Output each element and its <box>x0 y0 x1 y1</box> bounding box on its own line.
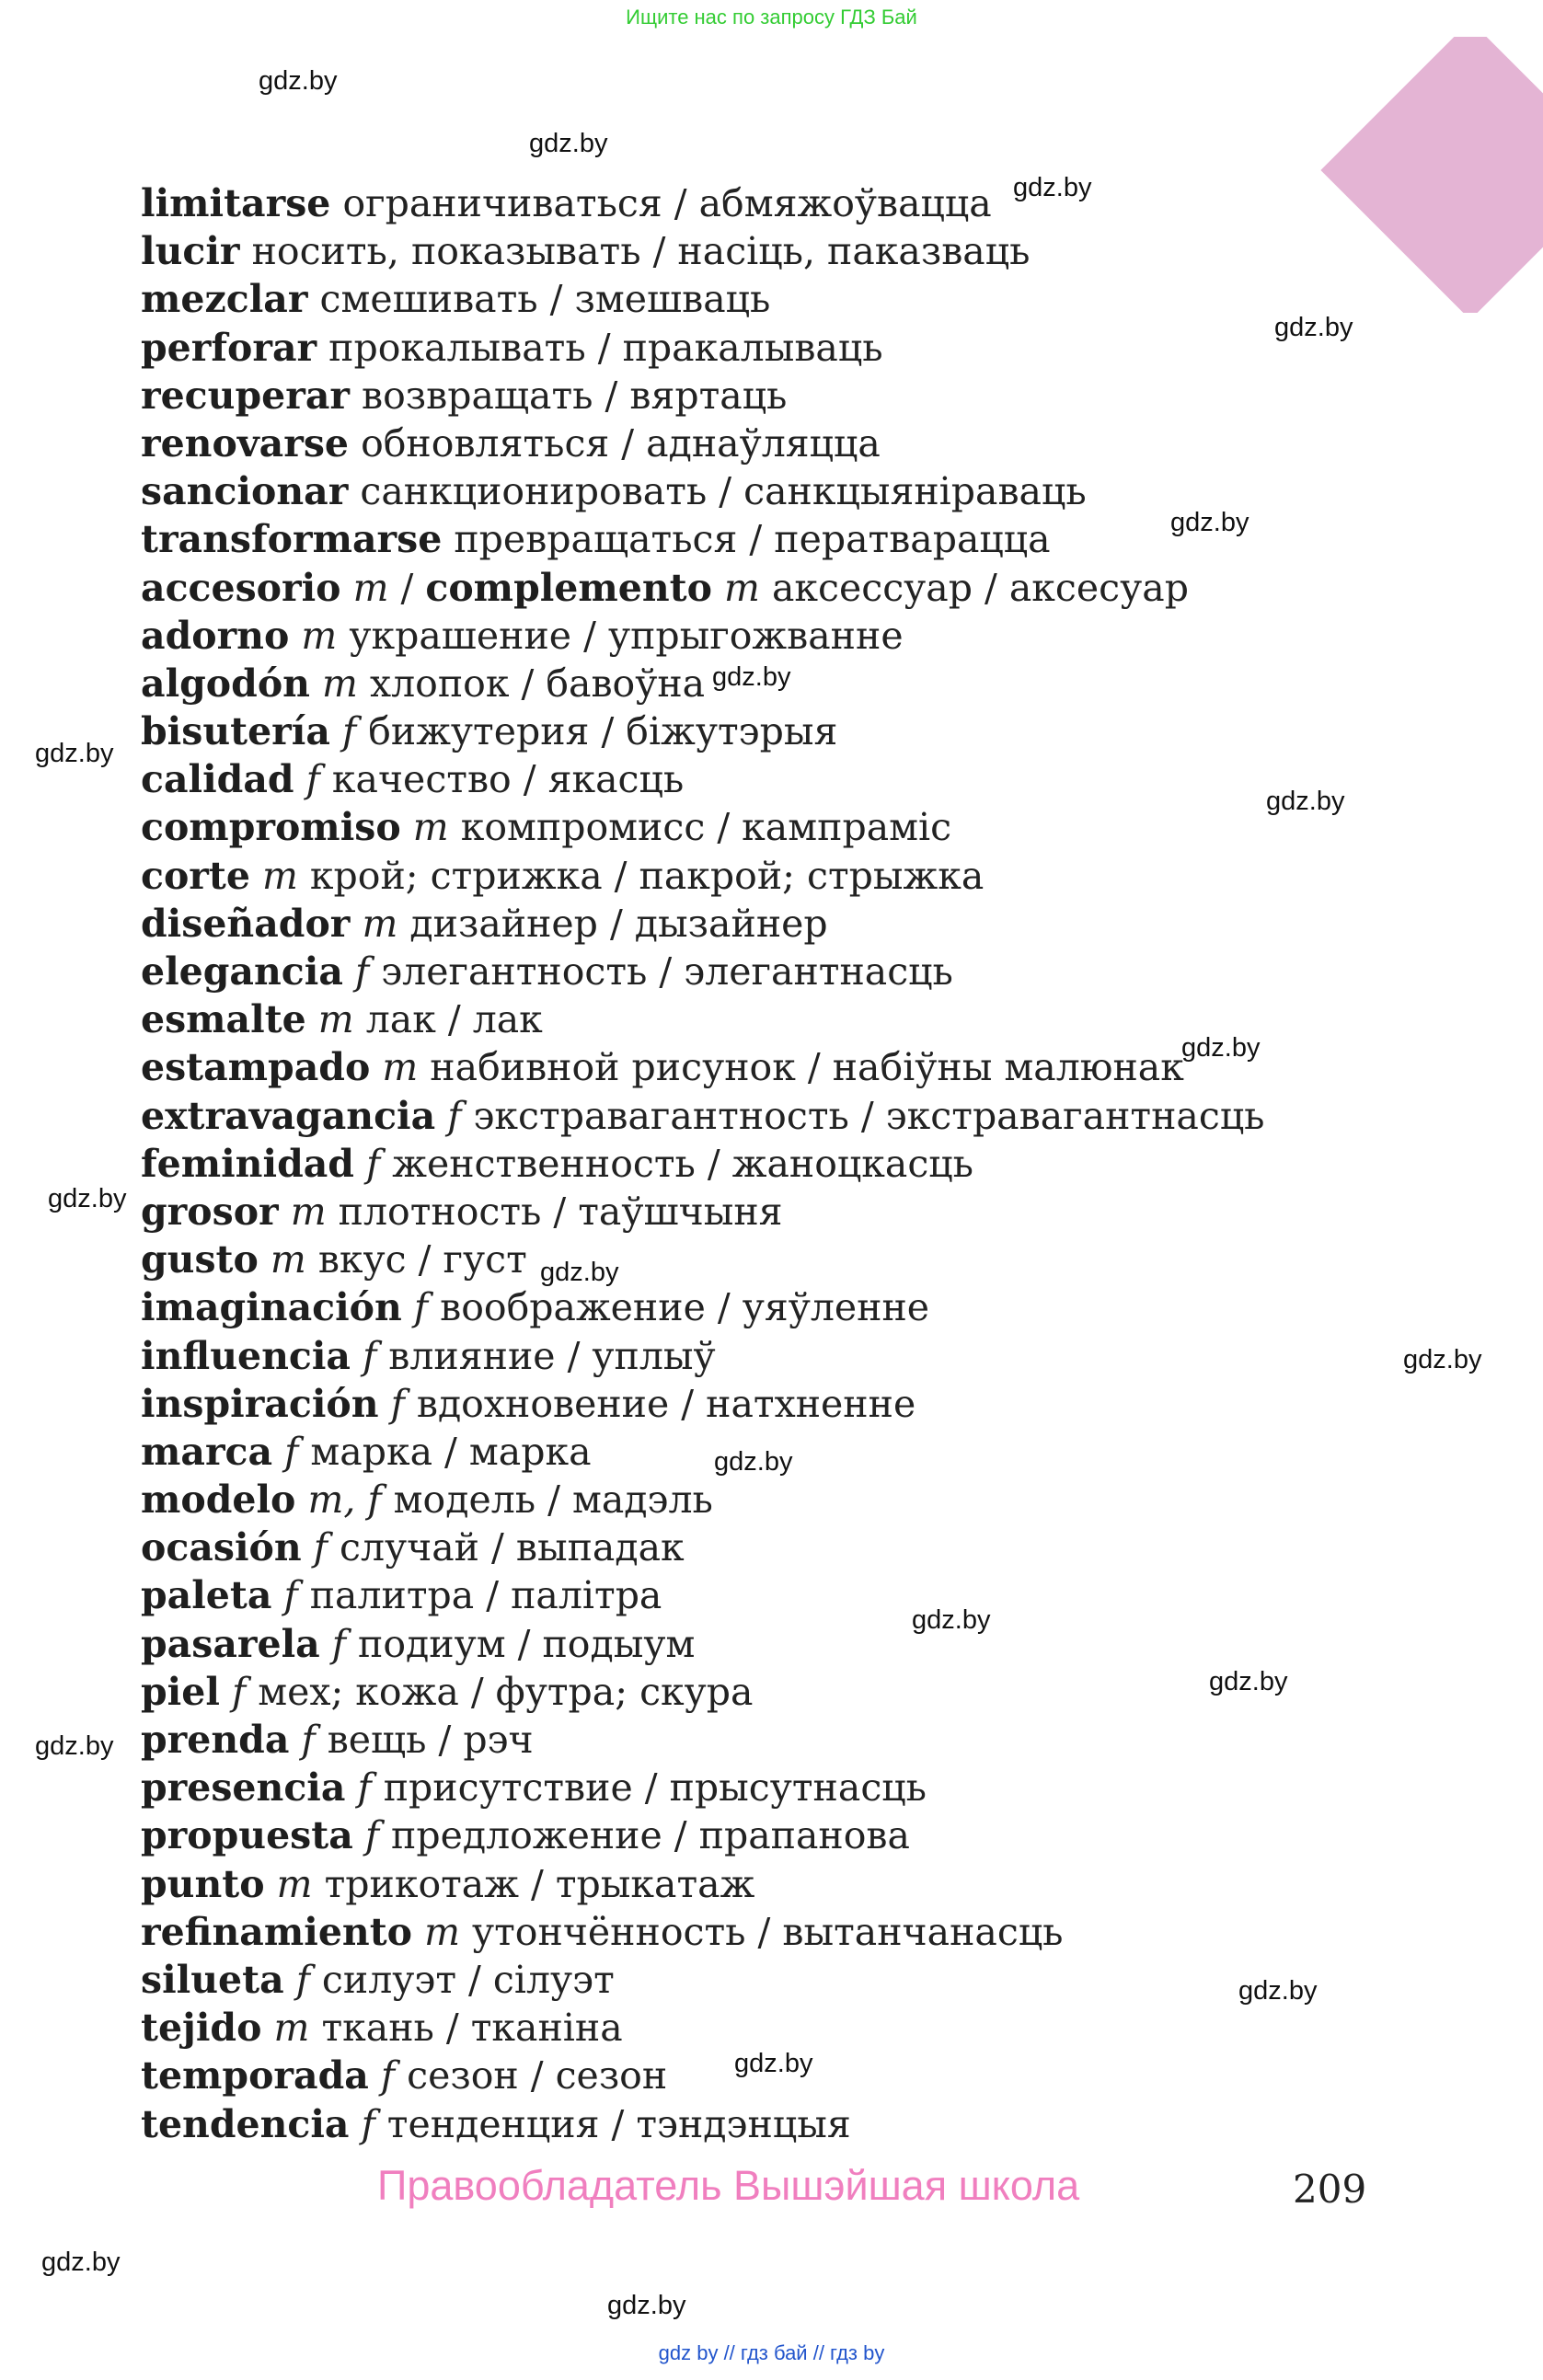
entry-translation: аксессуар / аксесуар <box>771 565 1189 610</box>
entry-translation: сезон / сезон <box>407 2053 668 2098</box>
entry-term: influencia <box>141 1333 351 1378</box>
vocab-entry <box>141 420 1265 467</box>
entry-gender: f <box>295 1957 310 2002</box>
entry-term: pasarela <box>141 1621 320 1666</box>
entry-term: bisutería <box>141 709 330 754</box>
watermark: gdz.by <box>259 66 338 96</box>
entry-translation: случай / выпадак <box>339 1525 685 1570</box>
entry-translation: тенденция / тэндэнцыя <box>386 2101 851 2146</box>
entry-translation: модель / мадэль <box>393 1477 713 1523</box>
entry-translation: качество / якасць <box>331 757 685 802</box>
entry-translation: компромисс / кампраміс <box>460 805 952 850</box>
watermark: gdz.by <box>1209 1667 1288 1696</box>
entry-translation: лак / лак <box>365 997 543 1042</box>
entry-gender: f <box>364 1813 379 1858</box>
entry-term: refinamiento <box>141 1909 413 1954</box>
entry-translation: прокалывать / пракалываць <box>328 325 883 370</box>
vocab-entry <box>141 755 1265 803</box>
entry-translation: смешивать / змешваць <box>319 277 771 322</box>
vocab-entry <box>141 1571 1265 1619</box>
entry-gender: m <box>362 901 398 946</box>
watermark: gdz.by <box>734 2049 813 2078</box>
entry-term: propuesta <box>141 1813 353 1858</box>
vocab-entry <box>141 227 1265 275</box>
entry-term: elegancia <box>141 949 343 994</box>
entry-gender: m <box>290 1189 327 1234</box>
entry-translation: превращаться / ператварацца <box>454 517 1051 562</box>
entry-translation: вещь / рэч <box>327 1718 534 1762</box>
vocab-entry <box>141 1140 1265 1188</box>
footer-links[interactable]: gdz by // гдз бай // гдз by <box>658 2341 885 2364</box>
entry-term: modelo <box>141 1477 296 1523</box>
entry-translation: носить, показывать / насіць, паказваць <box>251 229 1031 274</box>
vocab-entry <box>141 372 1265 420</box>
entry-term: algodón <box>141 661 310 706</box>
vocab-entry <box>141 900 1265 948</box>
vocab-entry <box>141 1332 1265 1380</box>
entry-gender: m <box>273 2006 310 2051</box>
entry-gender: f <box>331 1621 346 1666</box>
entry-term: feminidad <box>141 1141 354 1186</box>
entry-gender: m <box>382 1045 419 1090</box>
vocab-entry <box>141 1380 1265 1428</box>
entry-gender: f <box>231 1669 247 1714</box>
entry-translation: вдохновение / натхненне <box>416 1381 916 1426</box>
entry-term: diseñador <box>141 901 351 946</box>
entry-term: grosor <box>141 1189 279 1234</box>
entry-term: presencia <box>141 1765 346 1811</box>
vocab-entry <box>141 612 1265 660</box>
entry-term: corte <box>141 853 250 898</box>
entry-translation: вкус / густ <box>317 1237 527 1282</box>
entry-gender: f <box>361 2101 375 2146</box>
vocab-entry <box>141 1092 1265 1140</box>
watermark: gdz.by <box>1181 1033 1261 1063</box>
watermark: gdz.by <box>35 1731 114 1761</box>
entry-term: temporada <box>141 2053 369 2098</box>
entry-gender: f <box>390 1381 405 1426</box>
vocab-entry <box>141 995 1265 1043</box>
watermark: gdz.by <box>1403 1345 1482 1374</box>
entry-alt-gender: m <box>724 565 760 610</box>
entry-term: paleta <box>141 1573 272 1618</box>
vocab-entry <box>141 1860 1265 1908</box>
vocab-entry <box>141 467 1265 515</box>
vocab-entry <box>141 515 1265 563</box>
entry-term: adorno <box>141 613 290 658</box>
entry-translation: ограничиваться / абмяжоўвацца <box>342 181 992 225</box>
entry-gender: m <box>276 1861 313 1906</box>
entry-term: gusto <box>141 1237 259 1282</box>
vocab-entry <box>141 1716 1265 1764</box>
entry-term: transformarse <box>141 517 443 562</box>
entry-term: imaginación <box>141 1285 402 1330</box>
vocab-entry <box>141 660 1265 707</box>
entry-term: sancionar <box>141 469 349 514</box>
watermark: gdz.by <box>1238 1976 1318 2006</box>
entry-gender: m, f <box>307 1477 382 1523</box>
vocab-entry <box>141 324 1265 372</box>
entry-term: accesorio <box>141 565 341 610</box>
entry-translation: обновляться / аднаўляцца <box>361 420 881 466</box>
entry-translation: ткань / тканіна <box>321 2006 623 2051</box>
entry-translation: присутствие / прысутнасць <box>383 1765 927 1811</box>
entry-term: calidad <box>141 757 294 802</box>
watermark: gdz.by <box>607 2291 686 2320</box>
top-banner: Ищите нас по запросу ГДЗ Бай <box>626 6 917 29</box>
entry-translation: палитра / палітра <box>309 1573 662 1618</box>
entry-translation: элегантность / элегантнасць <box>381 949 953 994</box>
entry-translation: влияние / уплыў <box>388 1333 716 1378</box>
entry-translation: плотность / таўшчыня <box>338 1189 783 1234</box>
entry-translation: возвращать / вяртаць <box>362 373 788 418</box>
entry-gender: m <box>352 565 389 610</box>
watermark: gdz.by <box>912 1605 991 1635</box>
entry-translation: силуэт / сілуэт <box>321 1957 615 2002</box>
entry-translation: подиум / подыум <box>358 1621 696 1666</box>
entry-gender: f <box>354 949 370 994</box>
entry-translation: воображение / уяўленне <box>440 1285 930 1330</box>
entry-term: punto <box>141 1861 265 1906</box>
vocab-entry <box>141 179 1265 227</box>
entry-term: tejido <box>141 2006 262 2051</box>
entry-term: recuperar <box>141 373 350 418</box>
entry-gender: f <box>341 709 357 754</box>
watermark: gdz.by <box>1266 787 1345 816</box>
entry-term: silueta <box>141 1957 284 2002</box>
entry-term: lucir <box>141 229 240 274</box>
entry-term: esmalte <box>141 997 306 1042</box>
vocab-entry <box>141 1188 1265 1236</box>
entry-translation: набивной рисунок / набіўны малюнак <box>430 1045 1184 1090</box>
entry-gender: m <box>270 1237 306 1282</box>
entry-translation: украшение / упрыгожванне <box>349 613 904 658</box>
entry-term: tendencia <box>141 2101 350 2146</box>
entry-term: inspiración <box>141 1381 379 1426</box>
entry-gender: f <box>283 1573 298 1618</box>
vocab-entry: accesorio m / complemento m аксессуар / аксесуар <box>141 565 1189 610</box>
entry-term: limitarse <box>141 181 331 225</box>
entry-gender: f <box>380 2053 396 2098</box>
vocab-entry <box>141 1283 1265 1331</box>
page-number: 209 <box>1293 2167 1367 2212</box>
entry-gender: f <box>301 1718 316 1762</box>
vocab-entry <box>141 1811 1265 1859</box>
entry-gender: m <box>317 997 354 1042</box>
entry-term: ocasión <box>141 1525 302 1570</box>
watermark: gdz.by <box>712 662 791 692</box>
vocab-entry <box>141 1523 1265 1571</box>
entry-gender: f <box>357 1765 372 1811</box>
watermark: gdz.by <box>1170 508 1249 537</box>
vocab-entry <box>141 1043 1265 1091</box>
entry-translation: трикотаж / трыкатаж <box>324 1861 755 1906</box>
entry-translation: марка / марка <box>310 1429 592 1474</box>
entry-gender: m <box>301 613 338 658</box>
entry-translation: женственность / жаноцкасць <box>392 1141 973 1186</box>
vocab-entry <box>141 1668 1265 1716</box>
entry-translation: бижутерия / біжутэрыя <box>368 709 838 754</box>
entry-term: estampado <box>141 1045 371 1090</box>
entry-gender: m <box>261 853 298 898</box>
vocab-entry <box>141 1956 1265 2004</box>
entry-translation: санкционировать / санкцыяніраваць <box>360 469 1087 514</box>
vocab-entry <box>141 852 1265 900</box>
vocab-entry <box>141 275 1265 323</box>
entry-translation: мех; кожа / футра; скура <box>258 1669 754 1714</box>
watermark: gdz.by <box>540 1258 619 1287</box>
entry-term: perforar <box>141 325 317 370</box>
entry-gender: m <box>322 661 358 706</box>
entry-gender: f <box>447 1093 462 1138</box>
vocab-entry <box>141 803 1265 851</box>
entry-translation: дизайнер / дызайнер <box>409 901 828 946</box>
vocab-entry <box>141 1236 1265 1283</box>
vocab-entry <box>141 1476 1265 1523</box>
vocab-entry <box>141 707 1265 755</box>
watermark: gdz.by <box>48 1184 127 1213</box>
entry-translation: предложение / прапанова <box>391 1813 910 1858</box>
entry-gender: m <box>424 1909 460 1954</box>
vocab-entry <box>141 948 1265 995</box>
vocab-entry <box>141 1620 1265 1668</box>
entry-term: mezclar <box>141 277 308 322</box>
watermark: gdz.by <box>41 2248 121 2277</box>
entry-translation: утончённость / вытанчанасць <box>472 1909 1064 1954</box>
entry-gender: m <box>412 805 449 850</box>
entry-gender: f <box>305 757 320 802</box>
entry-gender: f <box>366 1141 381 1186</box>
entry-term: prenda <box>141 1718 290 1762</box>
entry-term: renovarse <box>141 420 350 466</box>
watermark: gdz.by <box>529 129 608 158</box>
vocab-entry <box>141 2052 1265 2099</box>
vocab-entry <box>141 2100 1265 2148</box>
vocab-entry <box>141 1908 1265 1956</box>
watermark: gdz.by <box>714 1447 793 1477</box>
entry-gender: f <box>313 1525 328 1570</box>
entry-term: compromiso <box>141 805 401 850</box>
entry-term: extravagancia <box>141 1093 436 1138</box>
entry-gender: f <box>284 1429 299 1474</box>
entry-alt-term: complemento <box>425 565 712 610</box>
entry-term: piel <box>141 1669 220 1714</box>
entry-gender: f <box>363 1333 377 1378</box>
vocabulary-list <box>141 179 1265 2148</box>
corner-decoration <box>1286 37 1543 313</box>
entry-translation: хлопок / бавоўна <box>369 661 706 706</box>
watermark: gdz.by <box>35 739 114 768</box>
vocab-entry <box>141 1428 1265 1476</box>
vocab-entry <box>141 2004 1265 2052</box>
watermark: gdz.by <box>1013 173 1092 202</box>
entry-translation: крой; стрижка / пакрой; стрыжка <box>309 853 985 898</box>
vocab-entry <box>141 1764 1265 1811</box>
entry-translation: экстравагантность / экстравагантнасць <box>473 1093 1265 1138</box>
watermark: gdz.by <box>1274 313 1353 342</box>
entry-term: marca <box>141 1429 273 1474</box>
entry-gender: f <box>413 1285 429 1330</box>
copyright-owner: Правообладатель Вышэйшая школа <box>377 2162 1080 2209</box>
